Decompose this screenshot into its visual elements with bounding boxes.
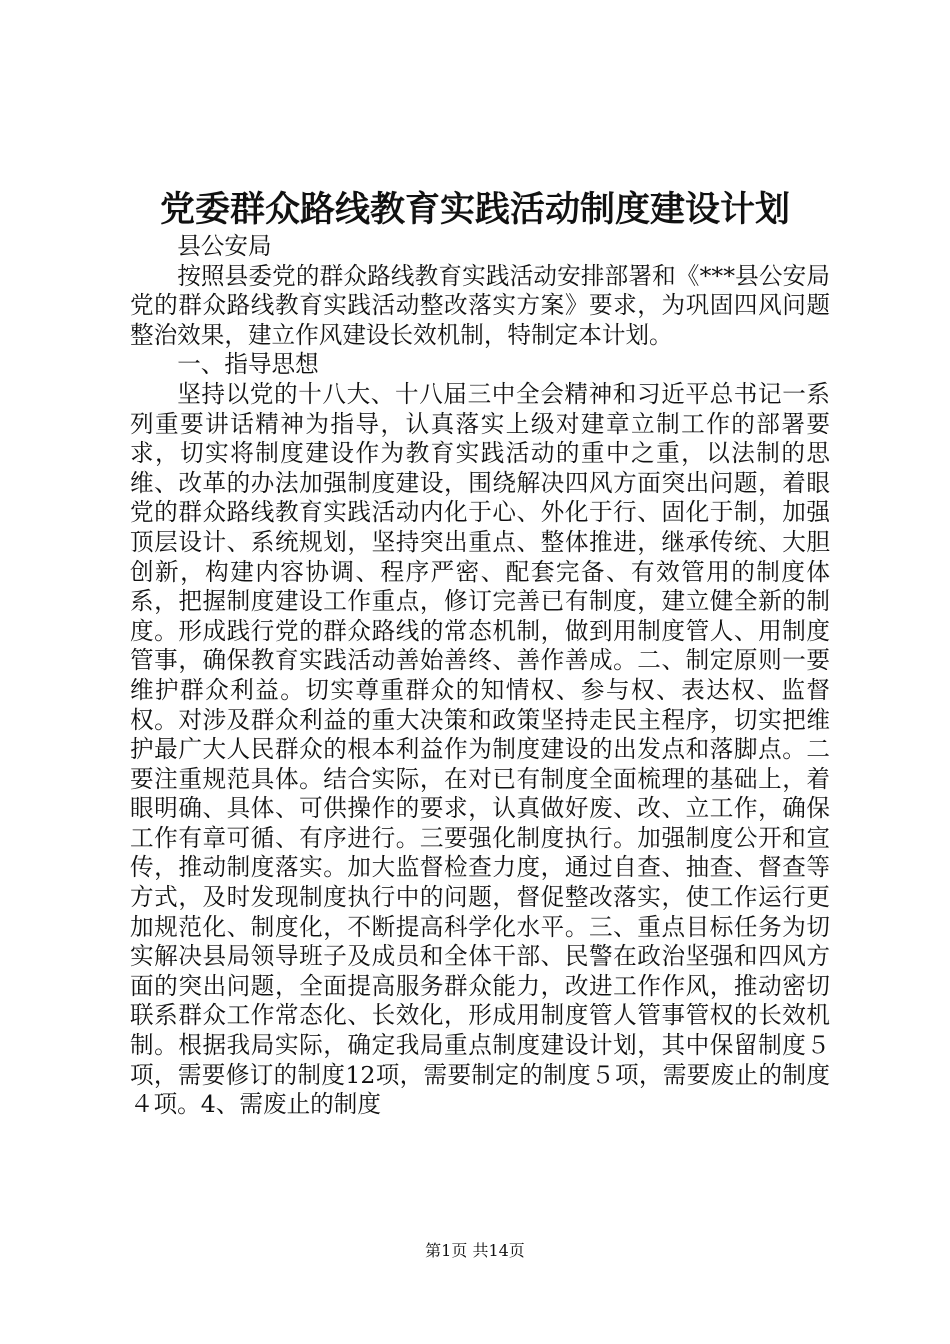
paragraph-issuer: 县公安局 xyxy=(177,232,272,260)
paragraph-intro: 按照县委党的群众路线教育实践活动安排部署和《***县公安局党的群众路线教育实践活动整改落实方案》要求，为巩固四风问题整治效果，建立作风建设长效机制，特制定本计划。 xyxy=(130,261,830,349)
page-footer xyxy=(0,1240,950,1262)
page-number: 第1页 共14页 xyxy=(425,1241,525,1260)
paragraph-main-content: 坚持以党的十八大、十八届三中全会精神和习近平总书记一系列重要讲话精神为指导，认真落实上级对建章立制工作的部署要求，切实将制度建设作为教育实践活动的重中之重，以法制的思维、改革的办法加强制度建设，围绕解决四风方面突出问题，着眼党的群众路线教育实践活动内化于心、外化于行、固化于制，加强顶层设计、系统规划，坚持突出重点、整体推进，继承传统、大胆创新，构建内容协调、程序严密、配套完备、有效管用的制度体系，把握制度建设工作重点，修订完善已有制度，建立健全新的制度。形成践行党的群众路线的常态机制，做到用制度管人、用制度管事，确保教育实践活动善始善终、善作善成。二、制定原则一要维护群众利益。切实尊重群众的知情权、参与权、表达权、监督权。对涉及群众利益的重大决策和政策坚持走民主程序，切实把维护最广大人民群众的根本利益作为制度建设的出发点和落脚点。二要注重规范具体。结合实际，在对已有制度全面梳理的基础上，着眼明确、具体、可供操作的要求，认真做好废、改、立工作，确保工作有章可循、有序进行。三要强化制度执行。加强制度公开和宣传，推动制度落实。加大监督检查力度，通过自查、抽查、督查等方式，及时发现制度执行中的问题，督促整改落实，使工作运行更加规范化、制度化，不断提高科学化水平。三、重点目标任务为切实解决县局领导班子及成员和全体干部、民警在政治坚强和四风方面的突出问题，全面提高服务群众能力，改进工作作风，推动密切联系群众工作常态化、长效化，形成用制度管人管事管权的长效机制。根据我局实际，确定我局重点制度建设计划，其中保留制度５项，需要修订的制度12项，需要制定的制度５项，需要废止的制度４项。4、需废止的制度 xyxy=(130,379,830,1119)
document-body xyxy=(130,232,830,1120)
document-title: 党委群众路线教育实践活动制度建设计划 xyxy=(159,189,790,230)
paragraph-heading-guiding-thought: 一、指导思想 xyxy=(177,350,319,379)
